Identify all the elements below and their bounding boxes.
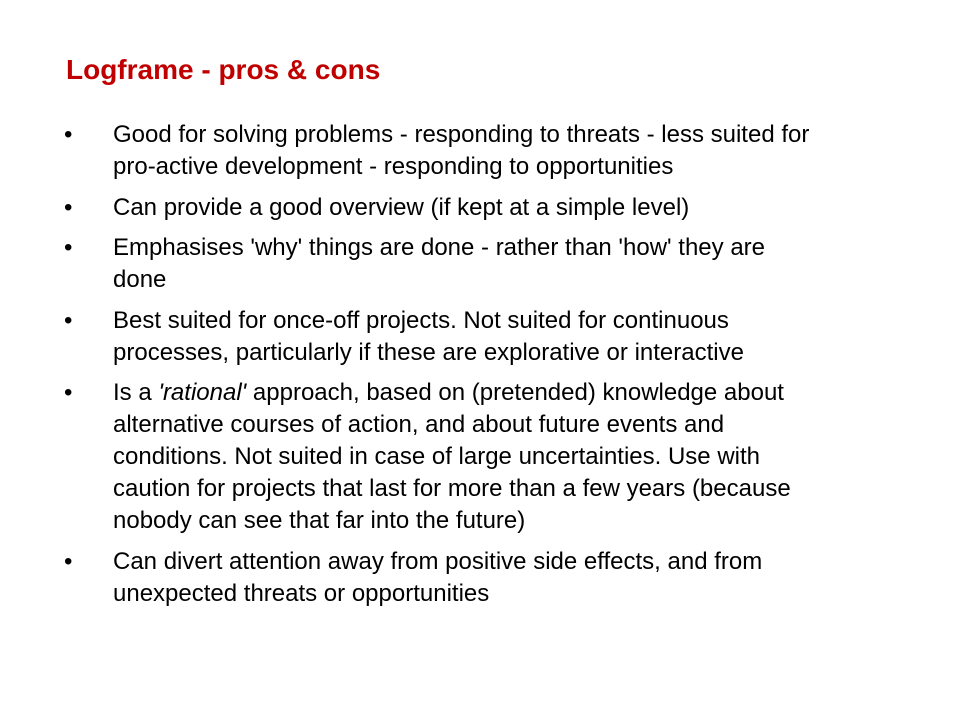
bullet-text <box>113 119 903 183</box>
text-line: caution for projects that last for more than a few years (because <box>113 475 791 502</box>
list-item <box>0 305 960 369</box>
list-item <box>0 546 960 610</box>
bullet-text <box>113 232 903 296</box>
text-line: processes, particularly if these are explorative or interactive <box>113 338 744 366</box>
list-item <box>0 119 960 183</box>
bullet-marker: • <box>64 306 73 334</box>
text-line: alternative courses of action, and about future events and <box>113 411 725 438</box>
list-item <box>0 232 960 296</box>
list-item <box>0 192 960 224</box>
list-item <box>0 377 960 537</box>
bullet-marker: • <box>64 121 73 148</box>
bullet-text <box>113 305 903 369</box>
text-line: Can divert attention away from positive side effects, and from <box>113 547 763 575</box>
text-rest: approach, based on (pretended) knowledge about <box>246 379 784 406</box>
bullet-marker: • <box>64 379 73 406</box>
bullet-marker: • <box>64 234 73 261</box>
text-line: nobody can see that far into the future) <box>113 507 526 534</box>
bullet-text <box>113 192 903 224</box>
text-line: Best suited for once-off projects. Not suited for continuous <box>113 306 729 334</box>
text-line: conditions. Not suited in case of large uncertainties. Use with <box>113 443 761 470</box>
slide-title: Logframe - pros & cons <box>66 54 381 85</box>
text-line: Emphasises 'why' things are done - rather than 'how' they are <box>113 234 766 261</box>
text-line: Good for solving problems - responding to threats - less suited for <box>113 121 810 148</box>
text-prefix: Is a <box>113 379 159 406</box>
bullet-marker: • <box>64 547 73 575</box>
bullet-marker: • <box>64 193 73 221</box>
bullet-text <box>113 546 903 610</box>
text-line: pro-active development - responding to opportunities <box>113 153 674 180</box>
bullet-text <box>113 377 903 537</box>
text-line: Can provide a good overview (if kept at a simple level) <box>113 193 690 221</box>
bullet-list <box>0 119 960 618</box>
text-line: done <box>113 266 167 293</box>
text-line: unexpected threats or opportunities <box>113 579 490 607</box>
text-line <box>113 377 903 409</box>
emphasis-text: 'rational' <box>158 379 247 406</box>
